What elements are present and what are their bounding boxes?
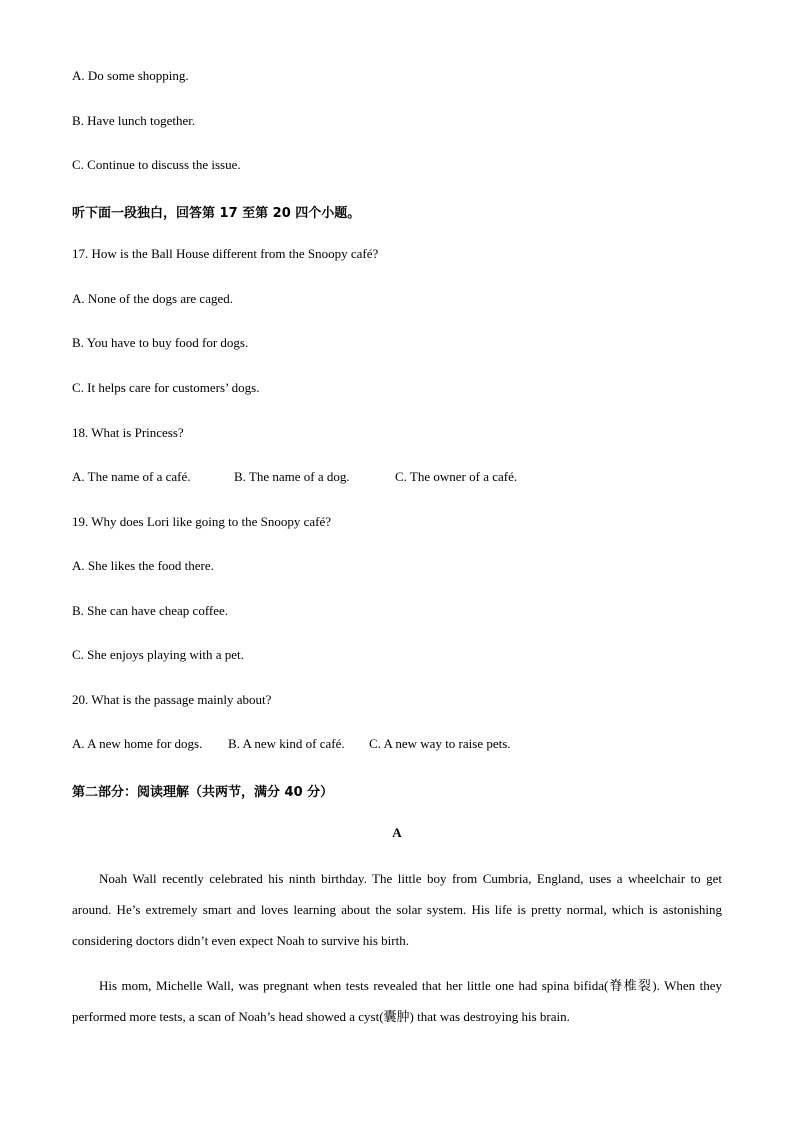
part-two-heading: 第二部分：阅读理解（共两节，满分 40 分） <box>72 785 334 800</box>
q18-option-a: A. The name of a café. <box>72 469 191 484</box>
q17-option-b: B. You have to buy food for dogs. <box>72 335 249 350</box>
question-18: 18. What is Princess? <box>72 425 184 440</box>
option-c-prev: C. Continue to discuss the issue. <box>72 157 241 172</box>
q17-option-c: C. It helps care for customers’ dogs. <box>72 380 260 395</box>
section-instruction: 听下面一段独白，回答第 17 至第 20 四个小题。 <box>72 206 361 221</box>
question-20: 20. What is the passage mainly about? <box>72 692 272 707</box>
q19-option-c: C. She enjoys playing with a pet. <box>72 647 244 662</box>
q20-option-c: C. A new way to raise pets. <box>369 736 511 751</box>
q17-option-a: A. None of the dogs are caged. <box>72 291 233 306</box>
passage-paragraph-1: Noah Wall recently celebrated his ninth birthday. The little boy from Cumbria, England, uses a wheelchair to get around. He’s extremely smart and loves learning about the solar system. His life is pretty normal, which is astonishing considering doctors didn’t even expect Noah to survive his birth. <box>72 871 722 948</box>
q18-option-c: C. The owner of a café. <box>395 469 518 484</box>
passage-paragraph-2: His mom, Michelle Wall, was pregnant when tests revealed that her little one had spina bifida(脊椎裂). When they performed more tests, a scan of Noah’s head showed a cyst(囊肿) that was destroying his brain. <box>72 978 722 1024</box>
q20-option-a: A. A new home for dogs. <box>72 736 203 751</box>
option-b-prev: B. Have lunch together. <box>72 113 196 128</box>
passage-title: A <box>392 825 402 840</box>
question-17: 17. How is the Ball House different from the Snoopy café? <box>72 246 379 261</box>
q19-option-b: B. She can have cheap coffee. <box>72 603 229 618</box>
q19-option-a: A. She likes the food there. <box>72 558 214 573</box>
option-a-prev: A. Do some shopping. <box>72 68 189 83</box>
question-19: 19. Why does Lori like going to the Snoopy café? <box>72 514 331 529</box>
q20-option-b: B. A new kind of café. <box>228 736 345 751</box>
q18-option-b: B. The name of a dog. <box>234 469 350 484</box>
